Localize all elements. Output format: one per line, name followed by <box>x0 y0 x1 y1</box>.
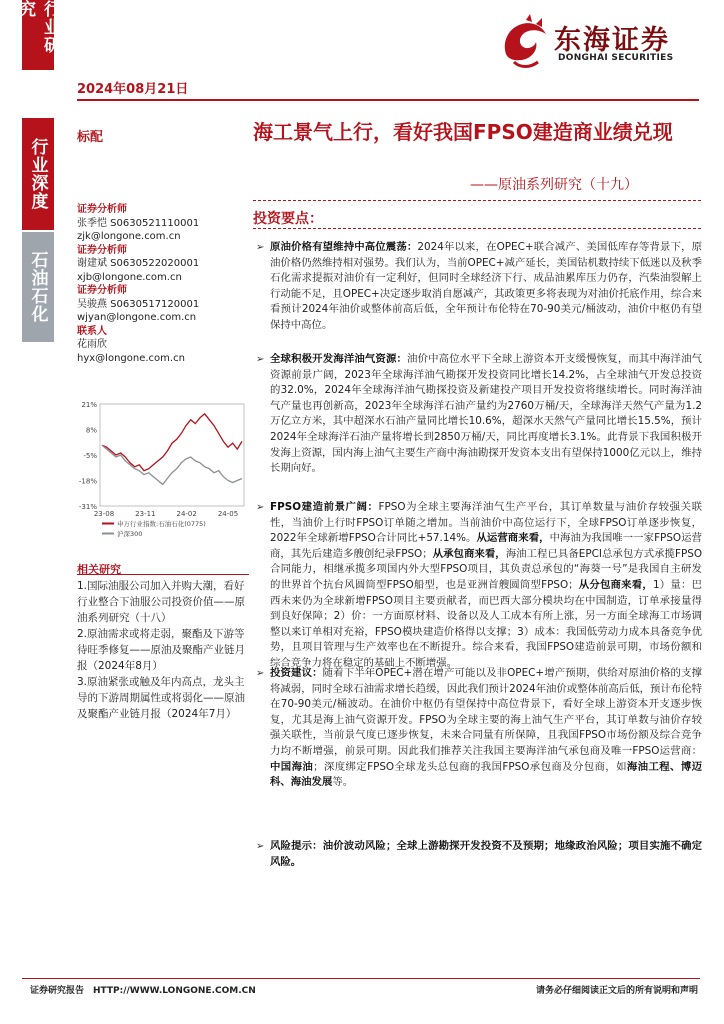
x-tick-label: 24-02 <box>176 510 197 518</box>
key-points-divider <box>253 228 701 229</box>
logo-english-name: DONGHAI SECURITIES <box>558 53 674 63</box>
chart-plot-frame <box>100 404 244 506</box>
y-tick-label: -18% <box>78 477 97 486</box>
analyst-role: 证券分析师 <box>77 204 127 215</box>
related-item[interactable]: 1.国际油服公司加入并购大潮，看好行业整合下油服公司投资价值——原油系列研究（十八） <box>77 580 245 624</box>
report-date: 2024年08月21日 <box>77 82 189 97</box>
x-tick-label: 24-05 <box>217 510 239 518</box>
key-point-text: FPSO为全球主要海洋油气生产平台，其订单数量与油价存较强关联性，当油价上行时FPSO订单随之增加。当前油价中高位运行下，全球FPSO订单逐步恢复，2022年全球新增FPSO合计同比+57.14%。 <box>270 501 703 545</box>
key-point-lead: 原油价格有望维持中高位震荡： <box>270 241 418 253</box>
contact-email[interactable]: hyx@longone.com.cn <box>77 352 185 364</box>
key-point-text: 等。 <box>332 776 354 789</box>
key-point-bold: 从承包商来看， <box>432 547 506 560</box>
series-line-sector-index <box>102 414 242 471</box>
bullet-arrow-icon: ➢ <box>256 841 265 852</box>
chart-svg <box>72 398 252 548</box>
key-point-lead: 投资建议： <box>270 667 323 679</box>
report-title: 海工景气上行，看好我国FPSO建造商业绩兑现 <box>253 120 673 144</box>
key-point-text: 2024年以来，在OPEC+联合减产、美国低库存等背景下，原油价格仍然维持相对强势。我们认为，当前OPEC+减产延长，美国钻机数持续下低迷以及秋季石化需求提振对油价有一定利好，但同时全球经济下行、成品油累库压力仍存，汽柴油裂解上行动能不足，且OPEC+决定逐步取消自愿减产，其政策更多将表现为对油价托底作用，综合来看预计2024年油价或整体前高后低，全年预计布伦特在70-90美元/桶波动，油价中枢仍有望保持中高位。 <box>270 241 703 331</box>
key-point-text: 海油工程已具备EPCI总承包方式承揽FPSO合同能力，相继承揽多项国内外大型FPSO项目，其负责总承包的“海葵一号”是我国自主研发的世界首个抗台风圆筒型FPSO船型，也是亚洲首艘圆筒型FPSO； <box>270 547 703 591</box>
analyst-email[interactable]: zjk@longone.com.cn <box>77 231 181 242</box>
bullet-arrow-icon: ➢ <box>256 242 265 253</box>
report-subtitle: ——原油系列研究（十九） <box>470 177 638 193</box>
related-research-list <box>77 578 249 722</box>
footer-disclaimer: 请务必仔细阅读正文后的所有说明和声明 <box>535 986 698 996</box>
contact-name: 花雨欣 <box>77 339 107 350</box>
key-point-oil-price <box>256 240 702 334</box>
key-point-text: 中海油为我国唯一一家FPSO运营商，其先后建造多艘创纪录FPSO； <box>270 532 702 560</box>
key-points-title: 投资要点： <box>253 211 323 227</box>
key-point-text: 油价波动风险；全球上游勘探开发投资不及预期；地缘政治风险；项目实施不确定风险。 <box>270 840 702 868</box>
key-point-risk <box>256 839 702 870</box>
series-line-csi300 <box>102 445 242 484</box>
contact-role: 联系人 <box>77 325 107 337</box>
analyst-role: 证券分析师 <box>77 285 127 296</box>
analyst-name-id: 谢建斌 S0630522020001 <box>77 258 200 269</box>
side-tab-industry-research: 行业研究 <box>22 0 54 70</box>
key-point-lead: 全球积极开发海洋油气资源： <box>270 353 408 365</box>
key-point-bold: 海油工程、博迈科、海油发展 <box>270 760 703 789</box>
key-point-investment <box>256 666 702 791</box>
key-point-lead: FPSO建造前景广阔： <box>270 501 379 513</box>
bullet-arrow-icon: ➢ <box>256 668 265 679</box>
bullet-arrow-icon: ➢ <box>256 354 265 365</box>
analyst-role: 证券分析师 <box>77 244 127 256</box>
key-point-fpso <box>256 500 702 672</box>
x-tick-label: 23-08 <box>93 510 115 518</box>
key-point-lead: 风险提示： <box>270 840 323 852</box>
index-performance-chart <box>72 398 252 548</box>
analyst-name-id: 吴骏燕 S0630517120001 <box>77 298 200 310</box>
key-point-bold: 中国海油 <box>270 760 314 773</box>
side-tab-sector: 石油石化 <box>22 232 54 342</box>
header-divider <box>77 99 699 101</box>
key-point-bold: 从分包商来看， <box>578 578 653 591</box>
footer-website[interactable]: 证券研究报告 HTTP://WWW.LONGONE.COM.CN <box>30 986 256 996</box>
y-tick-label: 21% <box>81 401 97 409</box>
x-tick-label: 23-11 <box>135 510 156 518</box>
key-point-bold: 从运营商来看， <box>476 532 550 545</box>
key-point-text: 1）量：巴西未来仍为全球新增FPSO项目主要贡献者，而巴西大部分模块均在中国制造，订单承接量得到良好保障；2）价：一方面原材料、设备以及人工成本有所上涨，另一方面全球海工市场调整以来订单相对充裕，FPSO模块建造价格得以支撑；3）成本：我国低劳动力成本具备竞争优势，且项目管理与生产效率也在不断提升。综合来看，我国FPSO建造前景可期，市场份额和综合竞争力将在稳定的基础上不断增强。 <box>270 578 703 669</box>
logo-chinese-name: 东海证券 <box>554 25 670 56</box>
bullet-arrow-icon: ➢ <box>256 502 265 513</box>
legend-label: 沪深300 <box>117 530 143 538</box>
analyst-list <box>77 203 245 365</box>
company-logo <box>496 14 696 72</box>
analyst-email[interactable]: wjyan@longone.com.cn <box>77 312 197 323</box>
related-research-heading: 相关研究 <box>77 563 121 576</box>
related-item[interactable]: 3.原油紧张或触及年内高点，龙头主导的下游周期属性或将弱化——原油及聚酯产业链月报（2024年7月） <box>77 676 245 720</box>
related-divider <box>77 574 249 575</box>
y-tick-label: 8% <box>85 426 97 435</box>
key-point-offshore <box>256 352 702 477</box>
related-item[interactable]: 2.原油需求或将走弱，聚酯及下游等待旺季修复——原油及聚酯产业链月报（2024年8月） <box>77 628 245 672</box>
y-tick-label: -31% <box>78 503 97 511</box>
y-tick-label: -5% <box>83 452 97 460</box>
legend-label: 申万行业指数:石油石化(0775) <box>117 520 206 528</box>
analyst-name-id: 张季恺 S0630521110001 <box>77 217 200 229</box>
dragon-emblem-icon <box>496 14 552 70</box>
industry-rating: 标配 <box>77 130 104 145</box>
key-point-text: ；深度绑定FPSO全球龙头总包商的我国FPSO承包商及分包商，如 <box>313 760 627 773</box>
key-point-text: 随着下半年OPEC+潜在增产可能以及非OPEC+增产预期，供给对原油价格的支撑将减弱，同时全球石油需求增长趋缓，因此我们预计2024年油价或整体前高后低，预计布伦特在70-90美元/桶波动。在油价中枢仍有望保持中高位背景下，看好全球上游资本开支逐步恢复，尤其是海上油气资源开发。FPSO为全球主要的海上油气生产平台，其订单数与油价存较强关联性，当前景气度已逐步恢复，未来合同量有所保障，且我国FPSO市场份额及综合竞争力均不断增强，前景可期。因此我们推荐关注我国主要海洋油气承包商及唯一FPSO运营商： <box>270 667 702 757</box>
key-point-text: 油价中高位水平下全球上游资本开支缓慢恢复，而其中海洋油气资源前景广阔，2023年全球海洋油气勘探开发投资同比增长14.2%，占全球油气开发总投资的32.0%，2024年全球海洋油气勘探投资及新建投产项目开发投资将继续增长。同时海洋油气产量也再创新高，2023年全球海洋石油产量约为2760万桶/天，全球海洋天然气产量为1.2万亿立方米，其中超深水石油产量同比增长10.6%，超深水天然气产量同比增长15.5%，预计2024年全球海洋石油产量将增长到2850万桶/天，同比再度增长3.1%。此背景下我国积极开发海上资源，国内海上油气主要生产商中海油勘探开发资本支出有望保持1000亿元以上，维持长期向好。 <box>270 353 703 475</box>
title-divider <box>253 200 701 201</box>
side-tab-industry-depth: 行业深度 <box>22 118 54 230</box>
analyst-email[interactable]: xjb@longone.com.cn <box>77 271 182 283</box>
footer-divider <box>22 978 700 979</box>
